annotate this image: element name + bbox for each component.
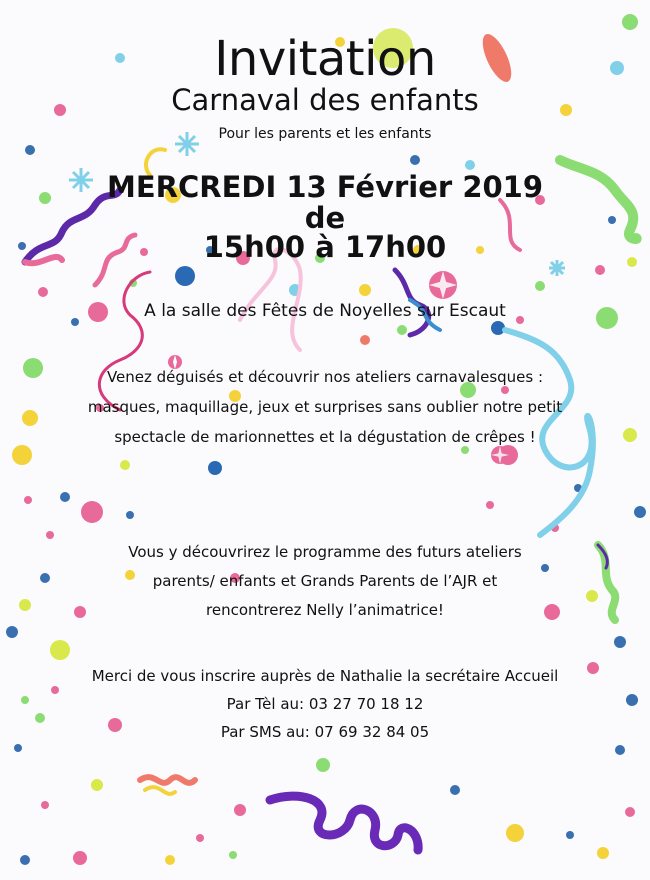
description-paragraph <box>0 362 650 452</box>
audience-text: Pour les parents et les enfants <box>218 126 432 142</box>
program-line: parents/ enfants et Grands Parents de l’AJR et <box>152 572 498 590</box>
description-line: spectacle de marionnettes et la dégustation de crêpes ! <box>114 428 536 446</box>
event-date: MERCREDI 13 Février 2019 <box>106 170 544 204</box>
event-subtitle: Carnaval des enfants <box>171 83 479 117</box>
sms-number-line: Par SMS au: 07 69 32 84 05 <box>220 723 430 741</box>
program-line: Vous y découvrirez le programme des futurs ateliers <box>128 543 522 561</box>
event-location: A la salle des Fêtes de Noyelles sur Escaut <box>144 301 506 321</box>
description-line: Venez déguisés et découvrir nos ateliers carnavalesques : <box>106 368 544 386</box>
phone-number-line: Par Tèl au: 03 27 70 18 12 <box>226 695 424 713</box>
invitation-title: Invitation <box>214 31 436 87</box>
registration-paragraph <box>0 662 650 746</box>
program-paragraph <box>0 538 650 625</box>
date-time-connector: de <box>304 201 346 235</box>
event-time: 15h00 à 17h00 <box>203 230 447 264</box>
description-line: masques, maquillage, jeux et surprises sans oublier notre petit <box>87 398 563 416</box>
program-line: rencontrerez Nelly l’animatrice! <box>206 601 444 619</box>
registration-line: Merci de vous inscrire auprès de Nathalie la secrétaire Accueil <box>91 667 559 685</box>
